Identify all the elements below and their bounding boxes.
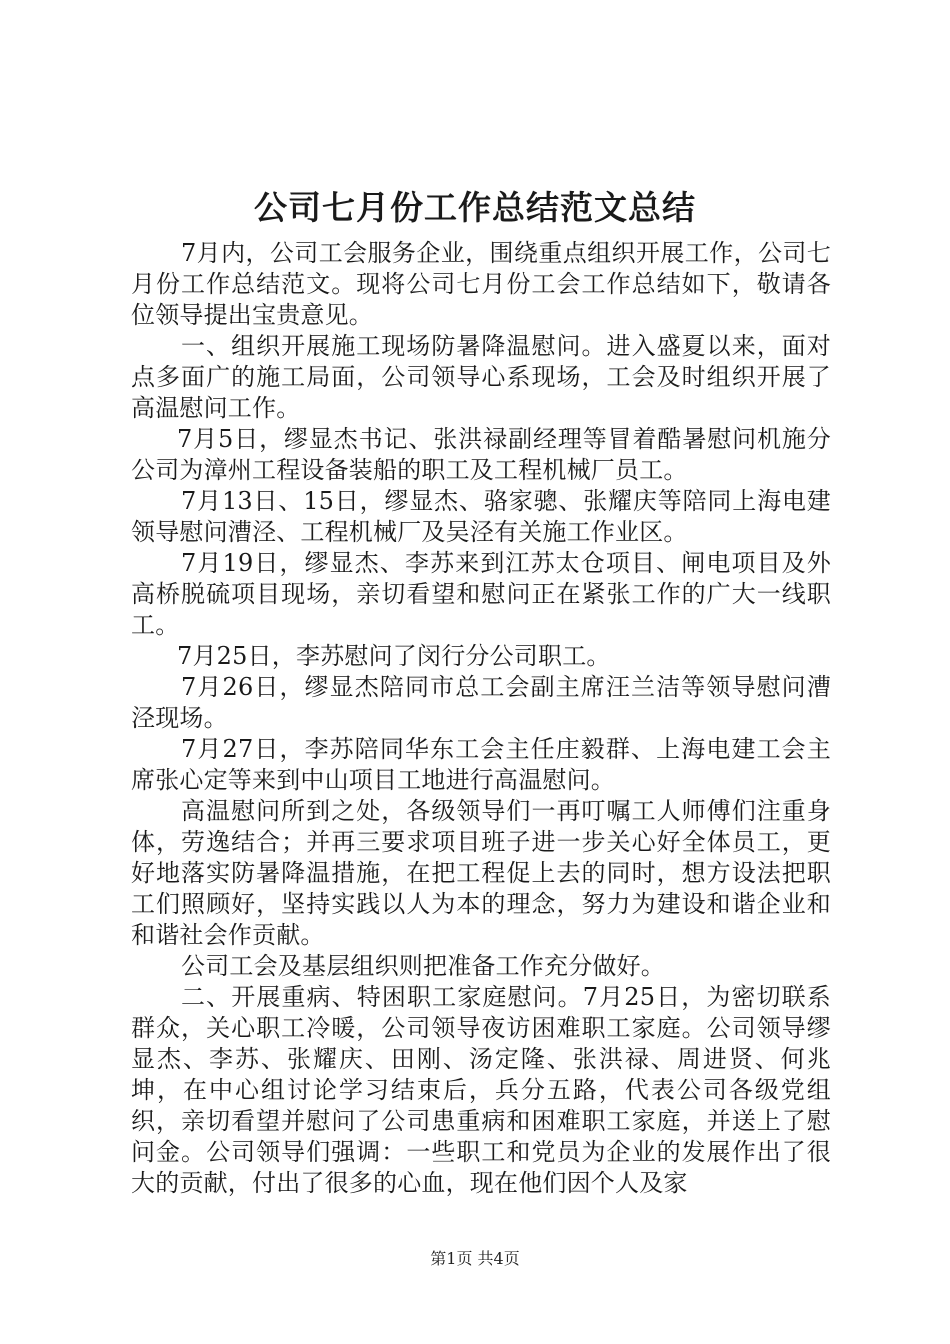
document-body	[131, 238, 831, 1199]
paragraph-july-19: 7月19日，缪显杰、李苏来到江苏太仓项目、闸电项目及外高桥脱硫项目现场，亲切看望和慰问正在紧张工作的广大一线职工。	[131, 549, 831, 639]
paragraph-july-26: 7月26日，缪显杰陪同市总工会副主席汪兰洁等领导慰问漕泾现场。	[131, 673, 831, 732]
paragraph-july-27: 7月27日，李苏陪同华东工会主任庄毅群、上海电建工会主席张心定等来到中山项目工地进行高温慰问。	[131, 735, 831, 794]
paragraph-summary: 高温慰问所到之处，各级领导们一再叮嘱工人师傅们注重身体，劳逸结合；并再三要求项目班子进一步关心好全体员工，更好地落实防暑降温措施，在把工程促上去的同时，想方设法把职工们照顾好，坚持实践以人为本的理念，努力为建设和谐企业和和谐社会作贡献。	[131, 797, 831, 949]
paragraph-section-two: 二、开展重病、特困职工家庭慰问。7月25日，为密切联系群众，关心职工冷暖，公司领导夜访困难职工家庭。公司领导缪显杰、李苏、张耀庆、田刚、汤定隆、张洪禄、周进贤、何兆坤，在中心组讨论学习结束后，兵分五路，代表公司各级党组织，亲切看望并慰问了公司患重病和困难职工家庭，并送上了慰问金。公司领导们强调：一些职工和党员为企业的发展作出了很大的贡献，付出了很多的心血，现在他们因个人及家	[131, 983, 831, 1197]
paragraph-july-5: 7月5日，缪显杰书记、张洪禄副经理等冒着酷暑慰问机施分公司为漳州工程设备装船的职工及工程机械厂员工。	[131, 425, 831, 484]
paragraph-section-one: 一、组织开展施工现场防暑降温慰问。进入盛夏以来，面对点多面广的施工局面，公司领导心系现场，工会及时组织开展了高温慰问工作。	[131, 332, 831, 422]
paragraph-preparation: 公司工会及基层组织则把准备工作充分做好。	[181, 952, 665, 980]
paragraph-intro: 7月内，公司工会服务企业，围绕重点组织开展工作，公司七月份工作总结范文。现将公司七月份工会工作总结如下，敬请各位领导提出宝贵意见。	[131, 239, 831, 329]
page-footer: 第1页 共4页	[430, 1249, 520, 1268]
paragraph-july-13: 7月13日、15日，缪显杰、骆家骢、张耀庆等陪同上海电建领导慰问漕泾、工程机械厂及吴泾有关施工作业区。	[131, 487, 831, 546]
page-title: 公司七月份工作总结范文总结	[254, 188, 696, 227]
paragraph-july-25: 7月25日，李苏慰问了闵行分公司职工。	[177, 642, 611, 670]
